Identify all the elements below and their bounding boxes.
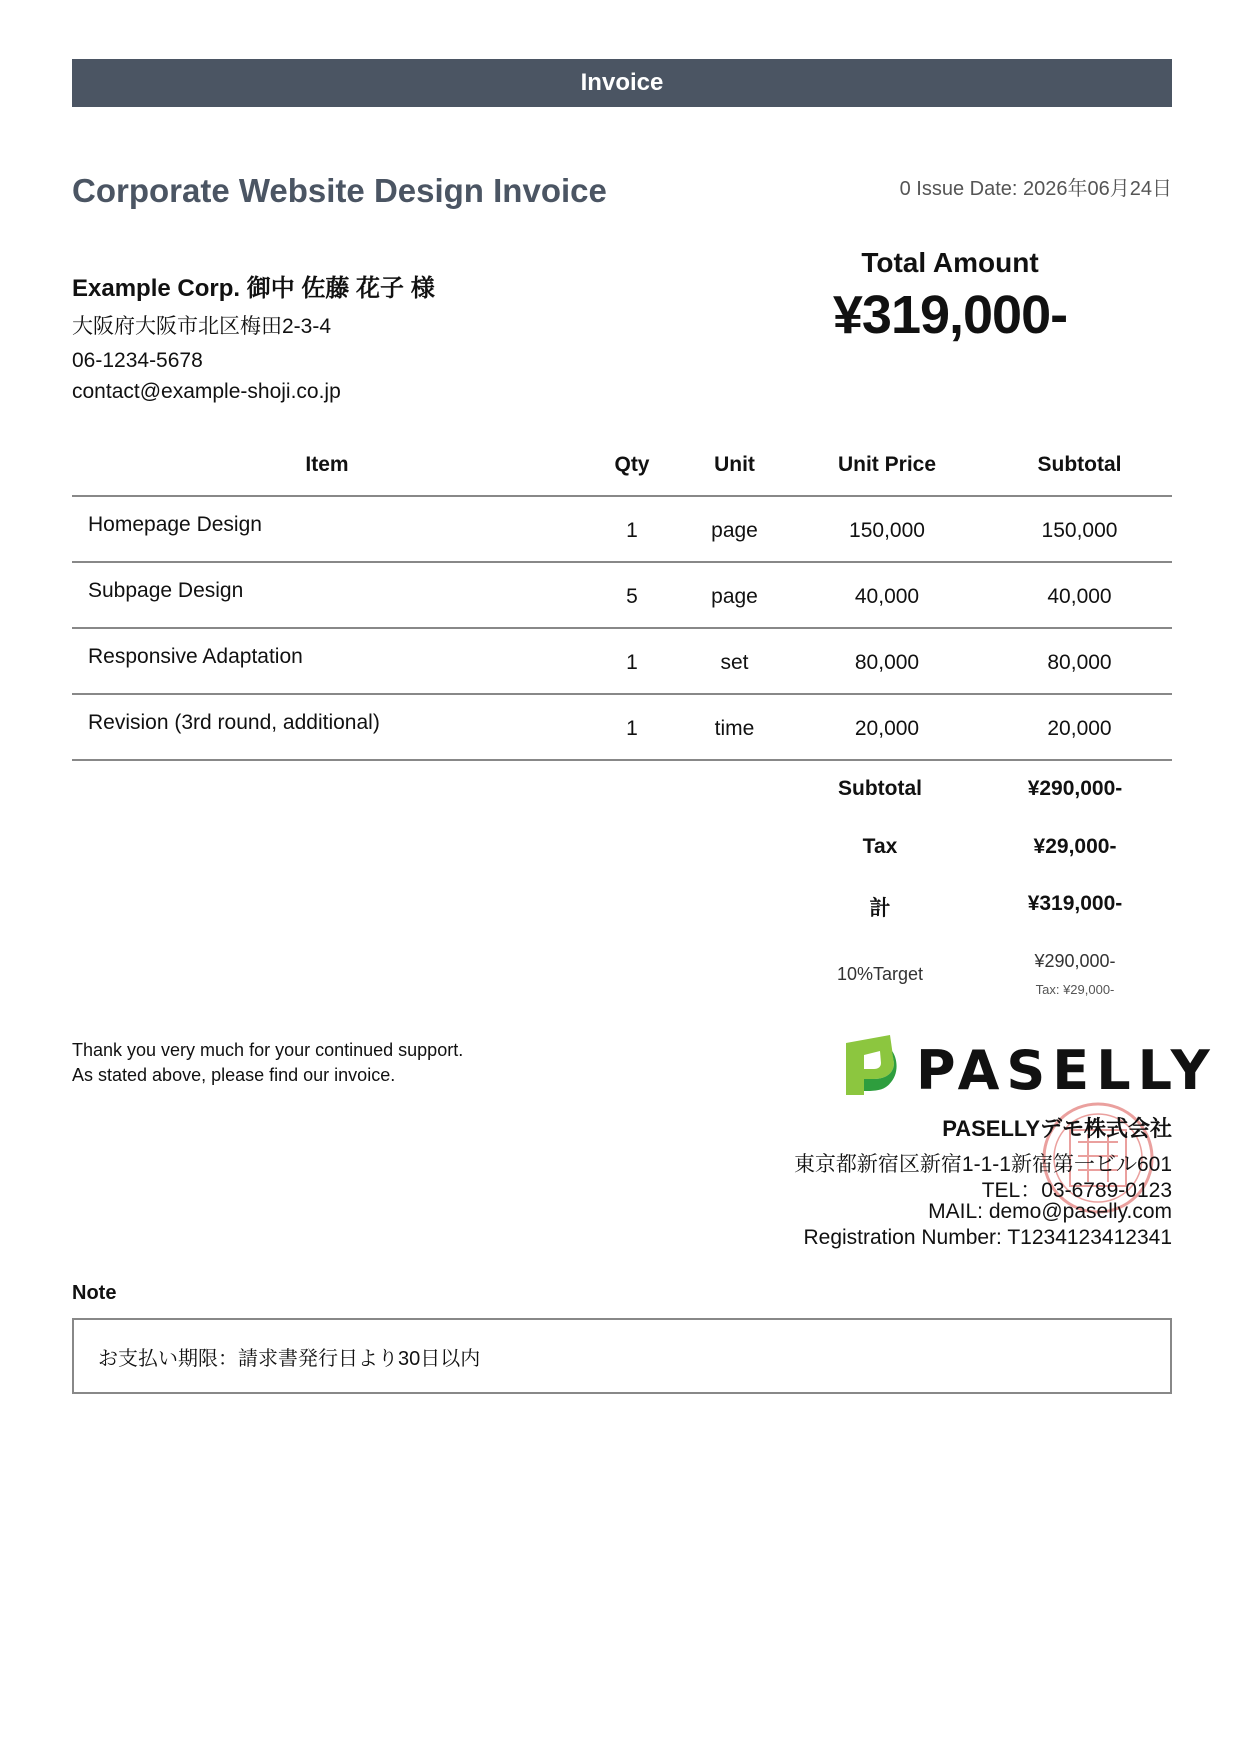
summary-total-value: ¥319,000-: [1027, 892, 1123, 915]
note-box: [72, 1318, 1172, 1394]
cell-unit: page: [682, 562, 787, 628]
cell-subtotal: 20,000: [987, 694, 1172, 760]
client-name: Example Corp. 御中 佐藤 花子 様: [72, 275, 435, 302]
cell-qty: 1: [582, 496, 682, 562]
tax-target-label: 10%Target: [836, 964, 924, 984]
issuer-address: 東京都新宿区新宿1-1-1新宿第一ビル601: [793, 1153, 1172, 1176]
summary-tax-label: Tax: [862, 835, 898, 858]
cell-subtotal: 40,000: [987, 562, 1172, 628]
thanks-line-2: As stated above, please find our invoice.: [72, 1065, 396, 1085]
thanks-line-1: Thank you very much for your continued support.: [72, 1040, 464, 1060]
cell-unit-price: 20,000: [787, 694, 987, 760]
header-subtotal: Subtotal: [987, 435, 1172, 496]
total-amount-label: Total Amount: [861, 247, 1039, 278]
cell-item: Responsive Adaptation: [72, 628, 582, 694]
table-row: [72, 496, 1172, 562]
table-header-row: [72, 435, 1172, 496]
items-table: [72, 435, 1172, 761]
cell-item: Revision (3rd round, additional): [72, 694, 582, 760]
summary-tax-value: ¥29,000-: [1033, 835, 1117, 858]
cell-item: Subpage Design: [72, 562, 582, 628]
cell-item: Homepage Design: [72, 496, 582, 562]
issuer-name: PASELLYデモ株式会社: [942, 1116, 1172, 1141]
cell-subtotal: 150,000: [987, 496, 1172, 562]
cell-unit: time: [682, 694, 787, 760]
cell-qty: 1: [582, 628, 682, 694]
cell-unit-price: 150,000: [787, 496, 987, 562]
header-qty: Qty: [582, 435, 682, 496]
summary-subtotal-value: ¥290,000-: [1027, 777, 1123, 800]
summary-subtotal-label: Subtotal: [838, 777, 922, 800]
header-unit: Unit: [682, 435, 787, 496]
note-title: Note: [72, 1282, 117, 1304]
header-bar: [72, 59, 1172, 107]
table-row: [72, 694, 1172, 760]
total-amount-value: ¥319,000-: [832, 285, 1068, 345]
issuer-registration: Registration Number: T1234123412341: [803, 1226, 1172, 1249]
client-phone: 06-1234-5678: [72, 349, 203, 372]
cell-unit-price: 80,000: [787, 628, 987, 694]
document-title: Corporate Website Design Invoice: [72, 172, 607, 209]
client-email: contact@example-shoji.co.jp: [72, 380, 341, 403]
summary-total-label: 計: [869, 897, 891, 920]
tax-target-tax: Tax: ¥29,000-: [1035, 982, 1115, 997]
cell-qty: 1: [582, 694, 682, 760]
cell-unit: page: [682, 496, 787, 562]
paselly-logo: [840, 1033, 1217, 1102]
header-title: Invoice: [580, 69, 664, 96]
issuer-mail: MAIL: demo@paselly.com: [928, 1200, 1172, 1223]
table-row: [72, 562, 1172, 628]
cell-unit-price: 40,000: [787, 562, 987, 628]
thanks-message: [72, 1038, 463, 1088]
logo-text: PASELLY: [916, 1039, 1217, 1102]
issue-date: 0 Issue Date: 2026年06月24日: [899, 178, 1172, 200]
table-row: [72, 628, 1172, 694]
header-unit-price: Unit Price: [787, 435, 987, 496]
client-address: 大阪府大阪市北区梅田2-3-4: [72, 315, 332, 338]
cell-unit: set: [682, 628, 787, 694]
cell-subtotal: 80,000: [987, 628, 1172, 694]
note-content: お支払い期限：請求書発行日より30日以内: [98, 1347, 481, 1370]
tax-target-base: ¥290,000-: [1034, 951, 1116, 971]
header-item: Item: [72, 435, 582, 496]
cell-qty: 5: [582, 562, 682, 628]
issuer-tel: TEL：03-6789-0123: [981, 1179, 1172, 1202]
